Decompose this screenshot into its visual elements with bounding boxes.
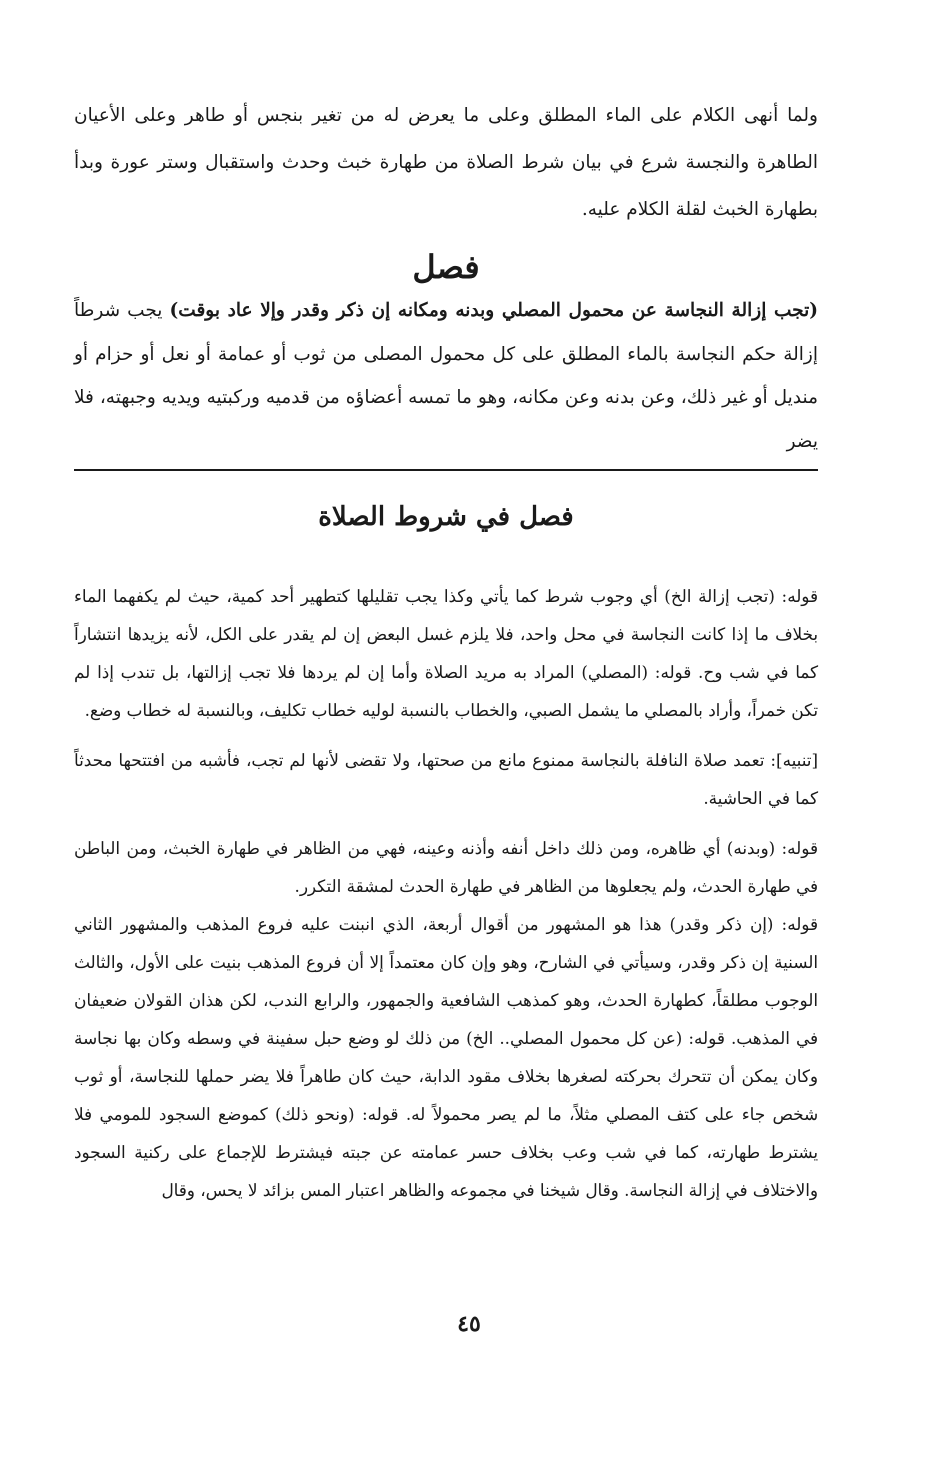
sharh-paragraph-1: قوله: (تجب إزالة الخ) أي وجوب شرط كما يأتي وكذا يجب تقليلها كتطهير أحد كمية، حيث لم يكفهما الماء بخلاف ما إذا كانت النجاسة في محل واحد، فلا يلزم غسل البعض إن لم يقدر على الكل، لأنه يزيدها انتشاراً كما في شب وح. قوله: (المصلي) المراد به مريد الصلاة وأما إن لم يردها فلا تجب إزالتها، بل تندب إذا لم تكن خمراً، وأراد بالمصلي ما يشمل الصبي، والخطاب بالنسبة لوليه خطاب تكليف، وبالنسبة له خطاب وضع. [74, 586, 818, 720]
sharh-paragraph-3: قوله: (وبدنه) أي ظاهره، ومن ذلك داخل أنفه وأذنه وعينه، فهي من الظاهر في طهارة الخبث، ومن الباطن في طهارة الحدث، ولم يجعلوها من الظاهر في طهارة الحدث لمشقة التكرر. [74, 838, 818, 896]
page-number: ٤٥ [457, 1311, 481, 1337]
book-page [74, 92, 818, 1209]
matn-text: يجب شرطاً إزالة حكم النجاسة بالماء المطلق على كل محمول المصلى من ثوب أو عمامة أو نعل أو حزام أو منديل أو غير ذلك، وعن بدنه وعن مكانه، وهو ما تمسه أعضاؤه من قدميه وركبتيه ويديه وجبهته، فلا يضر [74, 300, 818, 452]
sharh-paragraph-4: قوله: (إن ذكر وقدر) هذا هو المشهور من أقوال أربعة، الذي انبنت عليه فروع المذهب والمشهور الثاني السنية إن ذكر وقدر، وسيأتي في الشارح، وهو وإن كان معتمداً إلا أن فروع المذهب بنيت على الأول، والثالث الوجوب مطلقاً، كطهارة الحدث، وهو كمذهب الشافعية والجمهور، والرابع الندب، لكن هذان القولان ضعيفان في المذهب. قوله: (عن كل محمول المصلي.. الخ) من ذلك لو وضع حبل سفينة في وسطه وكان بها نجاسة وكان يمكن أن تتحرك بحركته لصغرها بخلاف مقود الدابة، حيث كان طاهراً فلا يضر حملها للنجاسة، أو ثوب شخص جاء على كتف المصلي مثلاً، ما لم يصر محمولاً له. قوله: (ونحو ذلك) كموضع السجود للمومي فلا يشترط طهارته، كما في شب وعب بخلاف حسر عمامته عن جبته فيشترط للإجماع على ركنية السجود والاختلاف في إزالة النجاسة. وقال شيخنا في مجموعه والظاهر اعتبار المس بزائد لا يحس، وقال [74, 914, 818, 1200]
sharh-paragraph-2: [تنبيه]: تعمد صلاة النافلة بالنجاسة ممنوع مانع من صحتها، ولا تقضى لأنها لم تجب، فأشبه من افتتحها محدثاً كما في الحاشية. [74, 750, 818, 808]
sharh-title: فصل في شروط الصلاة [318, 502, 574, 532]
matn-paragraph [74, 289, 818, 463]
intro-paragraph: ولما أنهى الكلام على الماء المطلق وعلى ما يعرض له من تغير بنجس أو طاهر وعلى الأعيان الطاهرة والنجسة شرع في بيان شرط الصلاة من طهارة خبث وحدث واستقبال وستر عورة وبدأ بطهارة الخبث لقلة الكلام عليه. [74, 105, 818, 220]
divider-rule [74, 469, 818, 471]
matn-bold-text: (تجب إزالة النجاسة عن محمول المصلي وبدنه ومكانه إن ذكر وقدر وإلا عاد بوقت) [169, 300, 818, 321]
section-heading: فصل [412, 248, 480, 286]
